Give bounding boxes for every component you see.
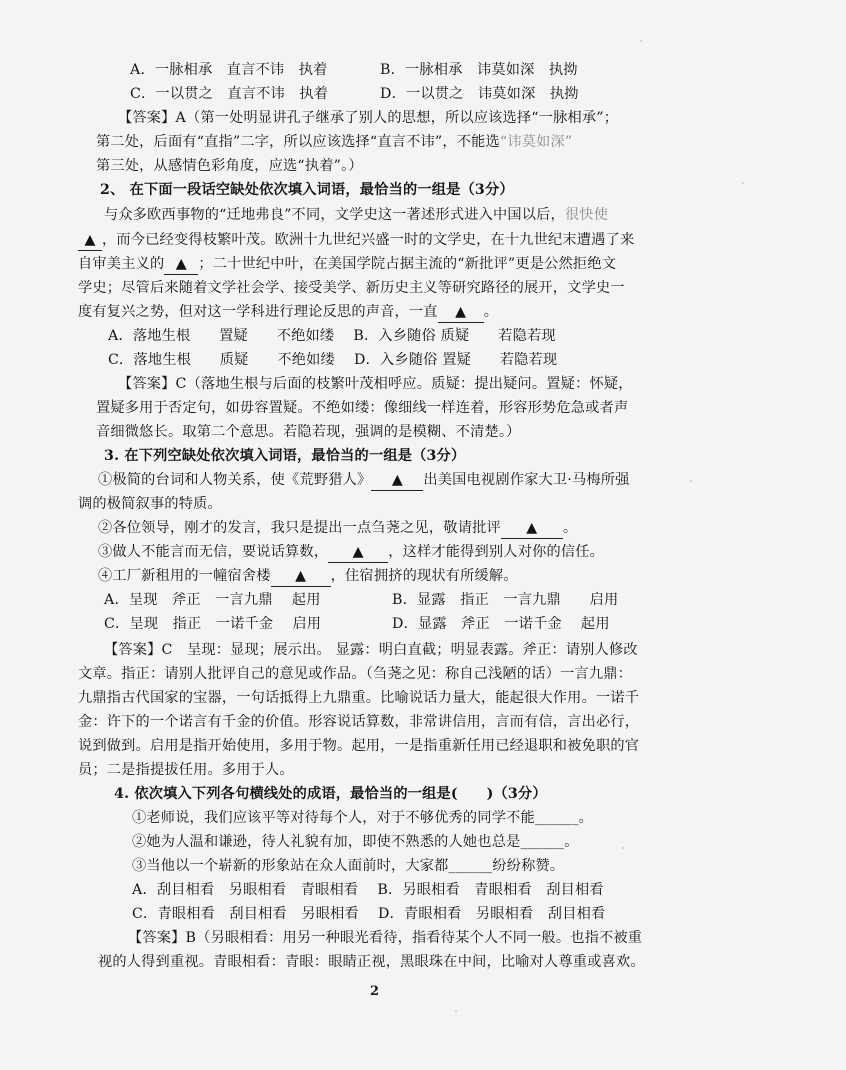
q3-sentence1-text-b: 出美国电视剧作家大卫·马梅所强 [423,472,630,488]
q2-passage-line4: 学史；尽管后来随着文学社会学、接受美学、新历史主义等研究路径的展开，文学史一 [78,280,625,296]
q1-answer-line1: 【答案】A（第一处明显讲孔子继承了别人的思想，所以应该选择“一脉相承”； [118,110,619,126]
q3-answer-line6: 员；二是指提拔任用。多用于人。 [78,762,294,778]
q2-passage-line5 [78,302,498,323]
q4-sentence1: ①老师说，我们应该平等对待每个人，对于不够优秀的同学不能______。 [132,810,594,826]
q1-answer-line2 [96,132,572,152]
q2-passage-line2-text: ，而今已经变得枝繁叶茂。欧洲十九世纪兴盛一时的文学史，在十九世纪末遭遇了来 [102,232,635,248]
q2-passage-line5-end: 。 [483,304,499,320]
q4-options-ab: A．刮目相看 另眼相看 青眼相看 B．另眼相看 青眼相看 刮目相看 [132,882,604,898]
q2-blank-3: ▲ [438,302,484,323]
q3-title: 3. 在下列空缺处依次填入词语，最恰当的一组是（3分） [104,448,466,464]
q1-answer-line2-faded: “讳莫如深” [499,134,573,150]
q2-answer-line3: 音细微悠长。取第二个意思。若隐若现，强调的是模糊、不清楚。） [96,424,521,440]
q2-blank-1: ▲ [78,230,102,251]
q3-sentence2-text: ②各位领导，刚才的发言，我只是提出一点刍荛之见，敬请批评 [98,520,501,536]
q3-blank-4: ▲ [271,566,331,587]
q3-option-b: B．显露 指正 一言九鼎 启用 [392,592,619,608]
q1-option-c: C．一以贯之 直言不讳 执着 [130,86,329,102]
scan-speck [622,847,624,849]
q3-sentence3-text-a: ③做人不能言而无信，要说话算数， [98,544,329,560]
q2-passage-line3 [78,254,616,275]
q3-option-c: C．呈现 指正 一诺千金 启用 [104,616,322,632]
q2-options-ab: A．落地生根 置疑 不绝如缕 B．入乡随俗 质疑 若隐若现 [108,328,556,344]
q3-sentence1-text-a: ①极简的台词和人物关系，使《荒野猎人》 [98,472,372,488]
q3-blank-1: ▲ [371,470,423,491]
q3-sentence4-text-a: ④工厂新租用的一幢宿舍楼 [98,568,271,584]
q2-blank-2: ▲ [164,254,198,275]
q3-sentence3-text-b: ，这样才能得到别人对你的信任。 [388,544,605,560]
q4-sentence3: ③当他以一个崭新的形象站在众人面前时，大家都______纷纷称赞。 [132,858,565,874]
q3-sentence4 [98,566,518,587]
q3-answer-line3: 九鼎指古代国家的宝器，一句话抵得上九鼎重。比喻说话力量大，能起很大作用。一诺千 [78,690,640,706]
q3-sentence1 [98,470,630,491]
q2-options-cd: C．落地生根 质疑 不绝如缕 D．入乡随俗 置疑 若隐若现 [108,352,558,368]
q3-sentence1-cont: 调的极简叙事的特质。 [78,496,222,512]
q4-options-cd: C．青眼相看 刮目相看 另眼相看 D．青眼相看 另眼相看 刮目相看 [132,906,606,922]
q2-passage-line1-text: 与众多欧西事物的“迁地弗良”不同，文学史这一著述形式进入中国以后， [104,207,565,223]
q3-sentence2-end: 。 [562,520,578,536]
q3-blank-3: ▲ [328,542,388,563]
q3-answer-line5: 说到做到。启用是指开始使用，多用于物。起用，一是指重新任用已经退职和被免职的官 [78,738,640,754]
page-number: 2 [370,984,380,999]
q3-blank-2: ▲ [501,518,563,539]
q3-answer-line2: 文章。指正：请别人批评自己的意见或作品。（刍荛之见：称自己浅陋的话）一言九鼎： [78,666,633,682]
q3-option-d: D．显露 斧正 一诺千金 起用 [392,616,610,632]
q2-passage-line3-text-b: ；二十世纪中叶，在美国学院占据主流的“新批评”更是公然拒绝文 [198,256,617,272]
q2-passage-line1-faded: 很快使 [564,207,609,223]
q1-option-b: B．一脉相承 讳莫如深 执拗 [380,62,578,78]
q2-answer-line1: 【答案】C（落地生根与后面的枝繁叶茂相呼应。质疑：提出疑问。置疑：怀疑， [118,376,633,392]
q2-answer-line2: 置疑多用于否定句，如毋容置疑。不绝如缕：像细线一样连着，形容形势危急或者声 [96,400,629,416]
q3-sentence2 [98,518,577,539]
q1-answer-line2-text: 第二处，后面有“直指”二字，所以应该选择“直言不讳”，不能选 [96,134,500,150]
q1-option-a: A．一脉相承 直言不讳 执着 [130,62,328,78]
scan-speck [690,480,692,482]
q3-sentence3 [98,542,604,563]
scan-speck [455,1010,457,1012]
q3-sentence4-text-b: ，住宿拥挤的现状有所缓解。 [330,568,518,584]
q2-passage-line2 [78,230,634,251]
q4-answer-line1: 【答案】B（另眼相看：用另一种眼光看待，指看待某个人不同一般。也指不被重 [128,930,643,946]
q3-option-a: A．呈现 斧正 一言九鼎 起用 [104,592,321,608]
q2-passage-line5-text: 度有复兴之势，但对这一学科进行理论反思的声音，一直 [78,304,438,320]
scan-speck [742,182,744,184]
scan-speck [640,40,642,42]
q2-title: 2、 在下面一段话空缺处依次填入词语，最恰当的一组是（3分） [100,182,514,198]
q1-option-d: D．一以贯之 讳莫如深 执拗 [380,86,579,102]
q4-sentence2: ②她为人温和谦逊，待人礼貌有加，即使不熟悉的人她也总是______。 [132,834,579,850]
q2-passage-line1 [104,205,608,225]
q3-answer-line1: 【答案】C 呈现：显现；展示出。 显露：明白直截；明显表露。斧正：请别人修改 [104,642,638,658]
q2-passage-line3-text-a: 自审美主义的 [78,256,165,272]
q4-answer-line2: 视的人得到重视。青眼相看：青眼：眼睛正视，黑眼珠在中间，比喻对人尊重或喜欢。 [98,954,645,970]
q3-answer-line4: 金：许下的一个诺言有千金的价值。形容说话算数，非常讲信用，言而有信，言出必行， [78,714,640,730]
q1-answer-line3: 第三处，从感情色彩角度，应选“执着”。） [96,158,363,174]
q4-title: 4. 依次填入下列各句横线处的成语，最恰当的一组是( )（3分） [114,786,547,802]
